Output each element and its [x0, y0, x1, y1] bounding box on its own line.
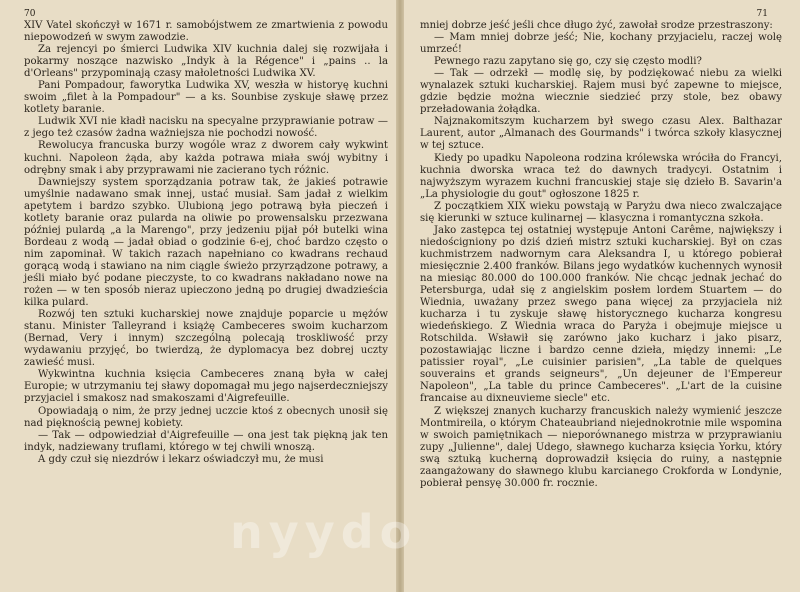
paragraph: Za rejencyi po śmierci Ludwika XIV kuchnia dalej się rozwijała i pokarmy noszące nazwisko „Indyk à la Régence" i „pains .. la d'Orleans" przypominają czasy małoletności Ludwika XV. — [24, 44, 388, 80]
paragraph: — Mam mniej dobrze jeść; Nie, kochany przyjacielu, raczej wolę umrzeć! — [420, 32, 782, 56]
paragraph: A gdy czuł się niezdrów i lekarz oświadczył mu, że musi — [38, 453, 324, 465]
paragraph: — Tak — odrzekł — modlę się, by podziękować niebu za wielki wynalazek sztuki kucharskiej. Rajem musi być zapewne to miejsce, gdzie będzie można wiecznie siedzieć przy stole, bez obawy przeładowania żołądka. — [420, 68, 782, 116]
paragraph: — Tak — odpowiedział d'Aigrefeuille — ona jest tak piękną jak ten indyk, nadziewany truflami, którego w tej chwili wnoszą. — [24, 429, 388, 453]
left-page — [0, 0, 398, 592]
paragraph: Opowiadają o nim, że przy jednej uczcie ktoś z obecnych unosił się nad pięknością pewnej kobiety. — [24, 405, 388, 429]
paragraph: Pani Pompadour, faworytka Ludwika XV, weszła w historyę kuchni swoim „filet à la Pompadour" — a ks. Sounbise zyskuje sławę przez kotlety baranie. — [24, 80, 388, 116]
watermark: nyydo — [230, 505, 418, 559]
paragraph: Dawniejszy system sporządzania potraw tak, że jakieś potrawie umyślnie nadawano smak innej, ustać musiał. Sam jadał z wielkim apetytem i bardzo szybko. Ulubioną jego potrawą była pieczeń i kotlety baranie oraz pularda na oliwie po prowensalsku przezwana później pulardą „a la Marengo", przy jedzeniu pijał pół butelki wina Bordeau z wodą — jadał obiad o godzinie 6-ej, choć bardzo często o nim zapominał. W takich razach napełniano co kwadrans rechaud gorącą wodą i stawiano na nim ciągle świeżo przyrządzone potrawy, a jeśli miało być podane pieczyste, to co kwadrans nakładano nowe na rożen — w ten sposób nieraz upieczono jedną po drugiej dwadzieścia kilka pulard. — [24, 176, 388, 309]
paragraph: mniej dobrze jeść jeśli chce długo żyć, zawołał srodze przestraszony: — [420, 20, 773, 31]
right-page-text — [420, 20, 782, 490]
paragraph: Wykwintna kuchnia księcia Cambeceres znaną była w całej Europie; w utrzymaniu tej sławy dopomagał mu jego najserdeczniejszy przyjaciel i smakosz nad smakoszami d'Aigrefeuille. — [24, 369, 388, 405]
right-page-number: 71 — [756, 9, 768, 19]
paragraph: XIV Vatel skończył w 1671 r. samobójstwem ze zmartwienia z powodu niepowodzeń w swym zawodzie. — [24, 20, 388, 44]
paragraph: Jako zastępca tej ostatniej występuje Antoni Carême, największy i niedościgniony po dziś dzień mistrz sztuki kucharskiej. Był on czas kuchmistrzem nadwornym cara Aleksandra I, u którego pobierał miesięcznie 2.400 franków. Bilans jego wydatków kuchennych wynosił na miesiąc 80.000 do 100.000 franków. Nie chcąc jednak jechać do Petersburga, udał się z angielskim posłem lordem Stuartem — do Wiednia, uważany przez swego pana więcej za przyjaciela niż kucharza i tu zyskuje sławę historycznego kucharza kongresu wiedeńskiego. Z Wiednia wraca do Paryża i obejmuje miejsce u Rotschilda. Wsławił się zarówno jako kucharz i jako pisarz, pozostawiając liczne i bardzo cenne dzieła, między innemi: „Le patissier royal", „Le cuisinier parisien", „La table de quelques souverains et grands seigneurs", „Un dejeuner de l'Empereur Napoleon", „La table du prince Cambeceres". „L'art de la cuisine francaise au dixneuvieme siecle" etc. — [420, 224, 782, 405]
right-page — [398, 0, 800, 592]
left-page-text — [24, 20, 388, 466]
paragraph: Ludwik XVI nie kładł nacisku na specyalne przyprawianie potraw —z jego też czasów żadna ważniejsza nie pochodzi nowość. — [24, 116, 388, 140]
paragraph: Z początkiem XIX wieku powstają w Paryżu dwa nieco zwalczające się kierunki w sztuce kulinarnej — klasyczna i romantyczna szkoła. — [420, 200, 782, 224]
left-page-number: 70 — [24, 9, 36, 19]
paragraph: Rewolucya francuska burzy wogóle wraz z dworem cały wykwint kuchni. Napoleon żąda, aby każda potrawa miała swój wybitny i odrębny smak i aby przyprawami nie zacierano tych różnic. — [24, 140, 388, 176]
paragraph: Kiedy po upadku Napoleona rodzina królewska wróciła do Francyi, kuchnia dworska wraca też do dawnych tradycyi. Ostatnim i najwyższym wyrazem kuchni francuskiej staje się dzieło B. Savarin'a „La physiologie du gout" ogłoszone 1825 r. — [420, 152, 782, 200]
paragraph: Rozwój ten sztuki kucharskiej nowe znajduje poparcie u mężów stanu. Minister Talleyrand i książę Cambeceres swoim kucharzom (Bernad, Very i innym) szczególną polecają troskliwość przy wydawaniu przyjęć, bo twierdzą, że dyplomacya bez dobrej uczty zawieść musi. — [24, 309, 388, 369]
paragraph: Najznakomitszym kucharzem był swego czasu Alex. Balthazar Laurent, autor „Almanach des Gourmands" i twórca szkoły klasycznej w tej sztuce. — [420, 116, 782, 152]
paragraph: Z większej znanych kucharzy francuskich należy wymienić jeszcze Montmireila, o którym Chateaubriand niejednokrotnie mile wspomina w swoich pamiętnikach — nieporównanego mistrza w przyprawianiu zupy „Julienne", dalej Udego, sławnego kucharza księcia Yorku, który swą sztuką kucherną doprowadził księcia do ruiny, a następnie zaangażowany do sławnego klubu karcianego Crokforda w Londynie, pobierał pensyę 30.000 fr. rocznie. — [420, 405, 782, 489]
book-gutter — [396, 0, 404, 592]
paragraph: Pewnego razu zapytano się go, czy się często modli? — [434, 56, 702, 68]
